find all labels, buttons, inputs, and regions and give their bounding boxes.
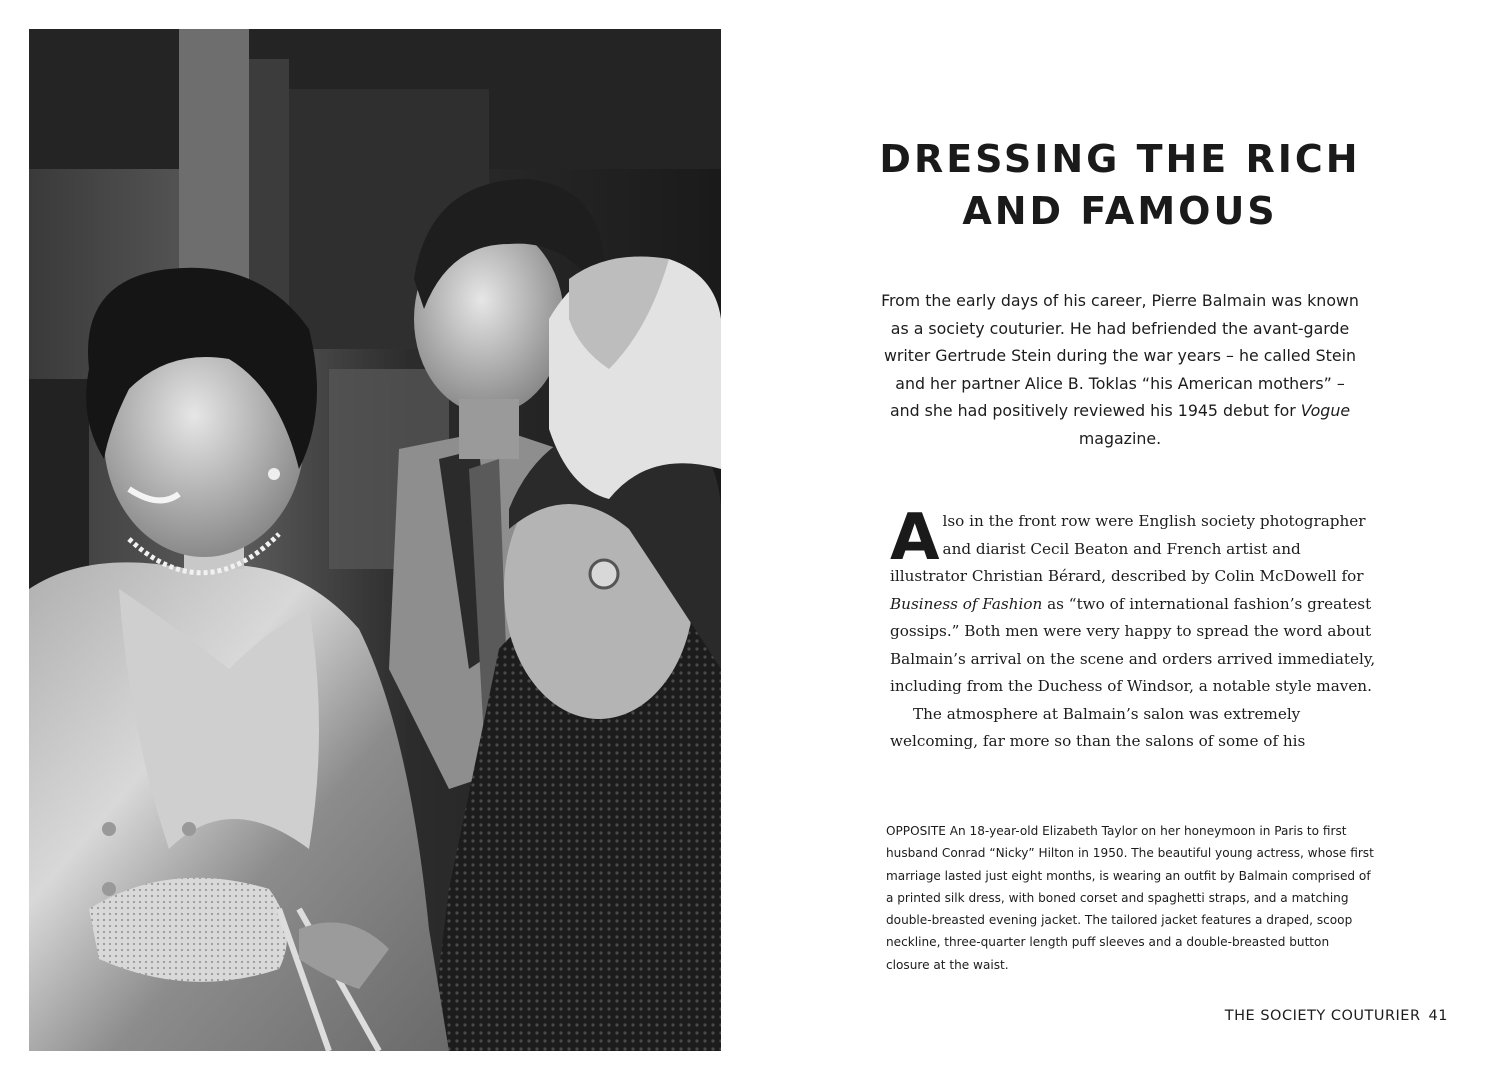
page-number: 41	[1428, 1008, 1448, 1024]
footer-section-title: THE SOCIETY COUTURIER	[1224, 1008, 1421, 1024]
photograph	[29, 29, 721, 1051]
page-title-line-2: AND FAMOUS	[962, 189, 1278, 233]
intro-paragraph	[880, 287, 1360, 452]
drop-cap: A	[890, 501, 940, 575]
intro-text-before: From the early days of his career, Pierre Balmain was known as a society couturier. He had befriended the avant-garde writer Gertrude Stein during the war years – he called Stein and her partner Alice B. Toklas “his American mothers” – and she had positively reviewed his 1945 debut for	[881, 291, 1359, 420]
body-paragraph-2: The atmosphere at Balmain’s salon was extremely welcoming, far more so than the salons of some of his	[890, 704, 1306, 750]
body-paragraph-1-part-a: lso in the front row were English society photographer and diarist Cecil Beaton and French artist and illustrator Christian Bérard, described by Colin McDowell for	[890, 512, 1366, 585]
page-title	[860, 133, 1380, 237]
photo-caption: OPPOSITE An 18-year-old Elizabeth Taylor on her honeymoon in Paris to first husband Conrad “Nicky” Hilton in 1950. The beautiful young actress, whose first marriage lasted just eight months, is wearing an outfit by Balmain comprised of a printed silk dress, with boned corset and spaghetti straps, and a matching double-breasted evening jacket. The tailored jacket features a draped, scoop neckline, three-quarter length puff sleeves and a double-breasted button closure at the waist.	[886, 824, 1374, 972]
intro-text-after: magazine.	[1078, 428, 1162, 448]
page-title-line-1: DRESSING THE RICH	[879, 137, 1361, 181]
intro-italic-title: Vogue	[1300, 401, 1351, 420]
body-text	[890, 501, 1382, 756]
body-paragraph-1-part-b: as “two of international fashion’s greatest gossips.” Both men were very happy to spread the word about Balmain’s arrival on the scene and orders arrived immediately, including from the Duchess of Windsor, a notable style maven.	[890, 594, 1376, 695]
photo-illustration	[29, 29, 721, 1051]
body-italic-publication: Business of Fashion	[890, 594, 1043, 613]
running-footer	[1225, 1008, 1448, 1024]
body-paragraph-1	[890, 501, 1382, 701]
